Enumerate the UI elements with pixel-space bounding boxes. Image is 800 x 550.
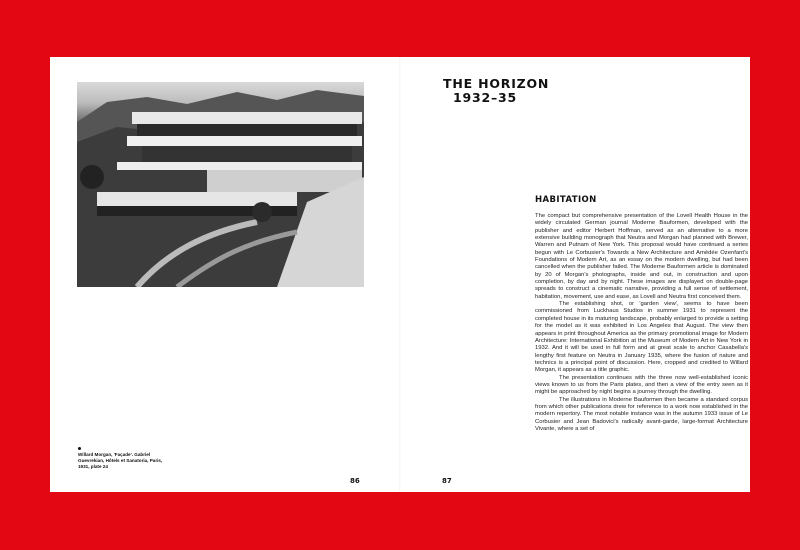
bullet-icon — [78, 447, 81, 450]
photo-caption — [78, 447, 173, 470]
page-number-left: 86 — [350, 477, 360, 485]
page-number-right: 87 — [442, 477, 452, 485]
section-heading: HABITATION — [535, 195, 597, 205]
caption-text: Willard Morgan, 'Façade'. Gabriel Guevrekian, Hôtels et Sanatoria, Paris, 1931, plate 24 — [78, 452, 163, 469]
paragraph: The compact but comprehensive presentation of the Lovell Health House in the widely circulated German journal Moderne Bauformen, developed with the publisher and editor Herbert Hoffman, served as an alternative to a more extensive building monograph that Neutra and Morgan had planned with Brewer, Warren and Putnam of New York. This proposal would have continued a series begun with Le Corbusier's Towards a New Architecture and Amédée Ozenfant's Foundations of Modern Art, as an essay on the modern dwelling, but had been cancelled when the publisher failed. The Moderne Bauformen article is dominated by 20 of Morgan's photographs, inside and out, in construction and upon completion, by day and by night. These images are displayed on double-page spreads to construct a cinematic narrative, providing a full sense of settlement, habitation, movement, use and ease, as Lovell and Neutra first conceived them. — [535, 213, 748, 300]
title-line-2: 1932–35 — [453, 90, 518, 105]
title-line-1: THE HORIZON — [443, 76, 550, 91]
paragraph: The establishing shot, or 'garden view', seems to have been commissioned from Luckhaus Studios in summer 1931 to represent the completed house in its maturing landscape, probably enlarged to provide a setting for the model as it was exhibited in Los Angeles that August. The view then appears in print throughout America as the primary promotional image for Modern Architecture: International Exhibition at the Museum of Modern Art in New York in 1932. And it will be used in full form and at great scale to anchor Casabella's lengthy first feature on Neutra in January 1935, where the fusion of nature and technics is a principal point of discussion. Here, cropped and credited to Willard Morgan, it appears as a title graphic. — [535, 301, 748, 374]
paragraph: The illustrations in Moderne Bauformen then became a standard corpus from which other publications drew for reference to a work now established in the modern repertory. The most notable instance was in the autumn 1933 issue of Le Corbusier and Jean Badovici's radically avant-garde, large-format Architecture Vivante, where a set of — [535, 396, 748, 432]
chapter-title — [443, 77, 549, 105]
paragraph: The presentation continues with the three now well-established iconic views known to us from the Paris plates, and then a view of the entry seen as it might be approached by night begins a journey through the dwelling. — [535, 374, 748, 396]
gutter — [399, 57, 401, 492]
body-text — [535, 213, 748, 433]
book-spread — [50, 57, 750, 492]
house-photo — [77, 82, 364, 287]
